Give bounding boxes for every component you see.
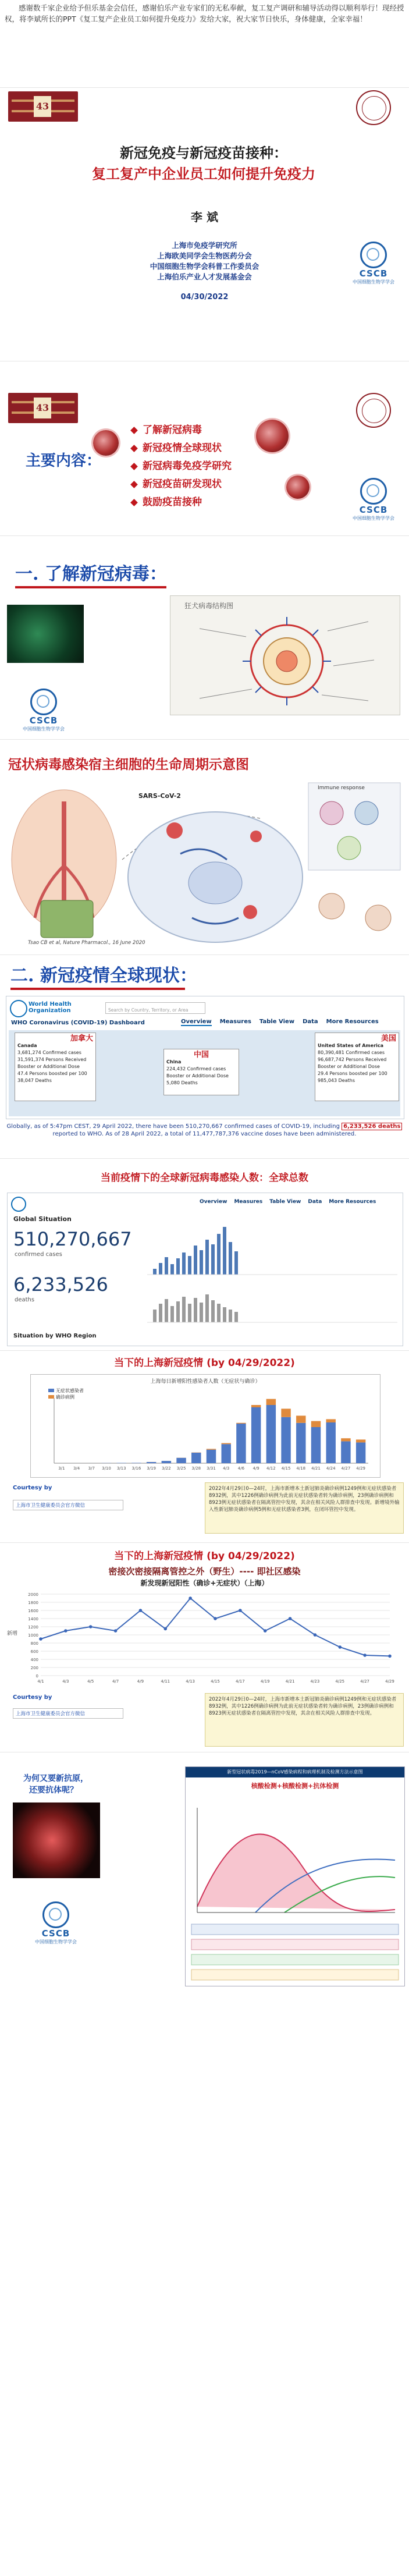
data-point xyxy=(189,1596,192,1600)
data-point xyxy=(89,1625,93,1628)
shanghai-daily-chart xyxy=(30,1374,380,1478)
bar-asymptomatic xyxy=(251,1407,261,1463)
data-point xyxy=(163,1627,167,1631)
nav-table-view[interactable]: Table View xyxy=(269,1199,301,1205)
nav-measures[interactable]: Measures xyxy=(234,1199,263,1205)
stat-line: 96,687,742 Persons Received xyxy=(318,1057,387,1062)
bar-asymptomatic xyxy=(326,1422,335,1463)
community-line-svg xyxy=(6,1588,403,1688)
stat-line: 80,390,481 Confirmed cases xyxy=(318,1050,385,1055)
bar-confirmed xyxy=(326,1419,335,1422)
region-label: Situation by WHO Region xyxy=(13,1333,97,1339)
bar-asymptomatic xyxy=(356,1442,365,1463)
x-tick-label: 4/15 xyxy=(281,1466,291,1471)
slide-global-status xyxy=(0,955,409,1159)
y-tick-label: 1000 xyxy=(28,1633,38,1638)
slide-lifecycle xyxy=(0,739,409,955)
stat-line: 3,681,274 Confirmed cases xyxy=(17,1050,81,1055)
stat-line: 47.4 Persons boosted per 100 xyxy=(17,1071,87,1076)
virus-micrograph xyxy=(13,1803,100,1878)
bar-confirmed xyxy=(341,1438,350,1441)
x-tick-label: 4/23 xyxy=(310,1679,320,1684)
nav-overview[interactable]: Overview xyxy=(181,1019,212,1025)
data-point xyxy=(314,1633,317,1637)
bar-asymptomatic xyxy=(341,1441,350,1463)
bar-asymptomatic xyxy=(191,1453,201,1463)
global-situation-label: Global Situation xyxy=(13,1215,72,1223)
y-tick-label: 1400 xyxy=(28,1617,38,1621)
stat-line: Booster or Additional Dose xyxy=(318,1064,380,1069)
nav-overview[interactable]: Overview xyxy=(200,1199,227,1205)
usa-name: United States of America xyxy=(318,1043,384,1048)
x-tick-label: 4/1 xyxy=(37,1679,44,1684)
bar-asymptomatic xyxy=(207,1450,216,1463)
org-item: 上海伯乐产业人才发展基金会 xyxy=(157,272,252,281)
bar-confirmed xyxy=(356,1439,365,1442)
main-title-line2: 复工复产中企业员工如何提升免疫力 xyxy=(92,165,315,182)
x-tick-label: 4/27 xyxy=(341,1466,351,1471)
stat-line: Booster or Additional Dose xyxy=(166,1073,229,1078)
bar-asymptomatic xyxy=(311,1427,321,1463)
cscb-logo: CSCB 中国细胞生物学学会 xyxy=(6,689,81,732)
data-point xyxy=(338,1645,342,1649)
virus-illustration xyxy=(286,476,310,499)
main-title-line1: 新冠免疫与新冠疫苗接种： xyxy=(120,144,287,161)
bar-confirmed xyxy=(251,1405,261,1407)
virus-micrograph xyxy=(7,605,84,663)
x-tick-label: 4/25 xyxy=(335,1679,345,1684)
question-line2: 还要抗体呢？ xyxy=(29,1786,78,1795)
x-tick-label: 4/6 xyxy=(237,1466,245,1471)
virus-structure-svg xyxy=(170,596,400,715)
x-tick-label: 4/21 xyxy=(311,1466,321,1471)
data-point xyxy=(363,1654,367,1657)
bar-asymptomatic xyxy=(236,1424,246,1463)
lifecycle-title: 冠状病毒感染宿主细胞的生命周期示意图 xyxy=(8,757,249,772)
canada-name: Canada xyxy=(17,1043,37,1048)
summary-text: Globally, as of 5:47pm CEST, 29 April 2022, there have been 510,270,667 confirmed cases of COVID-19, including xyxy=(6,1123,340,1130)
x-tick-label: 4/21 xyxy=(285,1679,295,1684)
slide-shanghai-daily xyxy=(0,1350,409,1543)
stat-line: Booster or Additional Dose xyxy=(17,1064,80,1069)
dashboard-search[interactable] xyxy=(105,1002,205,1014)
slide-title xyxy=(0,87,409,361)
bar-asymptomatic xyxy=(162,1461,171,1463)
y-tick-label: 800 xyxy=(30,1641,38,1646)
notice-box: 2022年4月29日0—24时，上海市新增本土新冠肺炎确诊病例1249例和无症状感染者8932例，其中1226例确诊病例为此前无症状感染者转为确诊病例，23例确诊病例和8923例无症状感染者在隔离管控中发现，其余在相关风险人群排查中发现。新增境外输入性新冠肺炎确诊病例5例和无症状感染者3例，在闭环管控中发现。 xyxy=(205,1482,404,1534)
x-tick-label: 3/28 xyxy=(191,1466,201,1471)
canada-cn-label: 加拿大 xyxy=(70,1034,93,1043)
cscb-logo: CSCB 中国细胞生物学学会 xyxy=(9,1901,102,1945)
x-tick-label: 3/25 xyxy=(176,1466,186,1471)
stat-line: 29.4 Persons boosted per 100 xyxy=(318,1071,387,1076)
data-point xyxy=(139,1609,143,1612)
nav-resources[interactable]: More Resources xyxy=(329,1199,376,1205)
contents-label: 主要内容： xyxy=(26,452,102,470)
stat-line: 985,043 Deaths xyxy=(318,1078,355,1083)
bar-asymptomatic xyxy=(296,1423,305,1463)
x-tick-label: 4/12 xyxy=(266,1466,276,1471)
virus-label: SARS-CoV-2 xyxy=(138,792,181,800)
nav-resources[interactable]: More Resources xyxy=(326,1019,379,1025)
presentation-date: 04/30/2022 xyxy=(180,293,229,301)
bar-asymptomatic xyxy=(266,1405,276,1463)
x-tick-label: 4/3 xyxy=(223,1466,230,1471)
infection-curve-svg xyxy=(186,1790,404,1982)
chart-title: 上海每日新增阳性感染者人数（无症状与确诊） xyxy=(150,1379,261,1385)
nav-measures[interactable]: Measures xyxy=(219,1019,251,1025)
slide-antigen-antibody xyxy=(0,1752,409,1991)
courtesy-label: Courtesy by xyxy=(13,1694,52,1701)
bar-confirmed xyxy=(296,1415,305,1422)
nav-data[interactable]: Data xyxy=(303,1019,318,1025)
bar-confirmed xyxy=(266,1399,276,1405)
diagram-header: 新型冠状病毒2019—nCoV感染病程和病理机制及检测方法示意图 xyxy=(186,1767,404,1777)
org-item: 上海欧美同学会生物医药分会 xyxy=(157,251,252,260)
legend-confirmed: 确诊病例 xyxy=(56,1395,74,1400)
institute-seal xyxy=(356,393,391,428)
chart-legend xyxy=(48,1388,84,1400)
y-tick-label: 600 xyxy=(30,1649,38,1654)
logo-number: 43 xyxy=(34,96,51,117)
x-tick-label: 4/15 xyxy=(211,1679,220,1684)
global-summary xyxy=(6,1123,403,1138)
diagram-subheader: 核酸检测+核酸检测+抗体检测 xyxy=(251,1782,339,1790)
stat-line: 224,432 Confirmed cases xyxy=(166,1066,226,1071)
x-tick-label: 4/18 xyxy=(296,1466,306,1471)
china-popup xyxy=(163,1049,239,1095)
contents-item: 了解新冠病毒 xyxy=(131,421,202,436)
nav-table-view[interactable]: Table View xyxy=(259,1019,295,1025)
speaker-name: 李 斌 xyxy=(191,210,218,224)
dashboard-title: WHO Coronavirus (COVID-19) Dashboard xyxy=(11,1020,145,1026)
x-tick-label: 3/4 xyxy=(73,1466,80,1471)
section-title: 一. 了解新冠病毒： xyxy=(15,559,167,585)
bar-confirmed xyxy=(221,1443,230,1445)
contents-item: 新冠疫苗研发现状 xyxy=(131,476,222,490)
who-logo xyxy=(11,1197,26,1212)
data-point xyxy=(114,1629,118,1633)
dashboard-nav xyxy=(200,1199,376,1205)
stat-line: 38,047 Deaths xyxy=(17,1078,52,1083)
bar-confirmed xyxy=(311,1421,321,1427)
stat-line: 5,080 Deaths xyxy=(166,1080,198,1085)
slide-shanghai-community xyxy=(0,1542,409,1752)
shanghai-title: 当下的上海新冠疫情 (by 04/29/2022) xyxy=(114,1550,295,1562)
stat-line: 31,591,374 Persons Received xyxy=(17,1057,87,1062)
usa-cn-label: 美国 xyxy=(380,1034,396,1043)
bar-confirmed xyxy=(236,1423,246,1424)
bar-asymptomatic xyxy=(147,1462,156,1463)
virus-illustration xyxy=(256,420,289,452)
university-logo xyxy=(8,91,78,122)
slide-global-total xyxy=(0,1158,409,1351)
slide-contents xyxy=(0,361,409,536)
x-tick-label: 3/13 xyxy=(116,1466,126,1471)
org-item: 上海市免疫学研究所 xyxy=(172,241,237,250)
inset-label: Immune response xyxy=(318,785,365,791)
y-tick-label: 400 xyxy=(30,1658,38,1662)
lifecycle-diagram xyxy=(6,778,403,950)
confirmed-cases-value: 510,270,667 xyxy=(13,1228,132,1250)
data-point xyxy=(239,1609,242,1612)
x-tick-label: 4/13 xyxy=(186,1679,195,1684)
x-tick-label: 4/29 xyxy=(356,1466,366,1471)
virus-illustration xyxy=(93,430,119,456)
intro-text: 感谢数千家企业给予但乐基金会信任，感谢伯乐产业专家们的无私奉献，复工复产调研和辅导活动得以顺利举行！现经授权，将李斌所长的PPT《复工复产企业员工如何提升免疫力》发给大家，祝大家节日快乐，身体健康，全家幸福！ xyxy=(5,3,404,23)
legend-asymptomatic: 无症状感染者 xyxy=(56,1388,84,1393)
canada-popup xyxy=(15,1032,96,1101)
x-tick-label: 3/31 xyxy=(207,1466,216,1471)
x-tick-label: 4/24 xyxy=(326,1466,336,1471)
x-tick-label: 3/19 xyxy=(147,1466,157,1471)
contents-item: 新冠病毒免疫学研究 xyxy=(131,457,232,472)
usa-popup xyxy=(315,1032,399,1101)
x-tick-label: 3/10 xyxy=(102,1466,111,1471)
notice-box: 2022年4月29日0—24时，上海市新增本土新冠肺炎确诊病例1249例和无症状感染者8932例，其中1226例确诊病例为此前无症状感染者转为确诊病例，23例确诊病例和8923例无症状感染者在隔离管控中发现，其余在相关风险人群排查中发现。 xyxy=(205,1693,404,1747)
section-title: 二. 新冠疫情全球现状： xyxy=(10,961,197,987)
question-line1: 为何又要新抗原， xyxy=(23,1774,88,1783)
slide-understand-virus xyxy=(0,535,409,740)
contents-item: 新冠疫情全球现状 xyxy=(131,439,222,454)
y-tick-label: 1200 xyxy=(28,1625,38,1630)
search-input: Search by Country, Territory, or Area xyxy=(108,1007,189,1013)
x-tick-label: 3/22 xyxy=(161,1466,171,1471)
deaths-label: deaths xyxy=(15,1297,35,1303)
data-point xyxy=(214,1617,217,1620)
who-global-panel xyxy=(7,1193,403,1346)
courtesy-source: 上海市卫生健康委员会官方微信 xyxy=(13,1708,123,1719)
x-tick-label: 4/7 xyxy=(112,1679,119,1684)
nav-data[interactable]: Data xyxy=(308,1199,322,1205)
x-tick-label: 4/3 xyxy=(62,1679,69,1684)
who-name: World Health Organization xyxy=(29,1001,72,1014)
cscb-logo: CSCB 中国细胞生物学学会 xyxy=(344,242,403,285)
infection-course-diagram xyxy=(185,1766,405,1986)
cscb-logo: CSCB 中国细胞生物学学会 xyxy=(344,478,403,521)
virus-structure-drawing xyxy=(170,595,400,715)
summary-text: reported to WHO. As of 28 April 2022, a total of 11,477,787,376 vaccine doses have been administered. xyxy=(52,1131,357,1137)
confirmed-cases-label: confirmed cases xyxy=(15,1251,62,1258)
x-tick-label: 4/19 xyxy=(260,1679,270,1684)
bar-asymptomatic xyxy=(281,1417,290,1463)
lifecycle-caption: Tsao CB et al, Nature Pharmacol., 16 June 2020 xyxy=(28,940,145,946)
community-line-chart xyxy=(6,1588,403,1688)
x-tick-label: 4/17 xyxy=(235,1679,245,1684)
x-tick-label: 4/29 xyxy=(385,1679,394,1684)
y-tick-label: 2000 xyxy=(28,1592,38,1597)
y-label: 新增 xyxy=(7,1631,18,1637)
global-total-title: 当前疫情下的全球新冠病毒感染人数：全球总数 xyxy=(101,1172,308,1184)
courtesy-source: 上海市卫生健康委员会官方微信 xyxy=(13,1500,123,1510)
y-tick-label: 1600 xyxy=(28,1609,38,1613)
x-tick-label: 4/11 xyxy=(161,1679,170,1684)
x-tick-label: 3/7 xyxy=(88,1466,95,1471)
community-subtitle-1: 密接次密接隔离管控之外（野生）---- 即社区感染 xyxy=(108,1566,301,1577)
bar-asymptomatic xyxy=(221,1444,230,1463)
org-item: 中国细胞生物学会科普工作委员会 xyxy=(150,262,259,271)
x-tick-label: 4/27 xyxy=(360,1679,370,1684)
x-tick-label: 4/5 xyxy=(87,1679,94,1684)
dashboard-nav xyxy=(181,1019,379,1026)
y-tick-label: 1800 xyxy=(28,1601,38,1605)
data-point xyxy=(64,1629,67,1633)
y-tick-label: 0 xyxy=(35,1674,38,1679)
x-tick-label: 3/16 xyxy=(131,1466,141,1471)
who-dashboard xyxy=(6,996,404,1119)
bar-asymptomatic xyxy=(176,1458,186,1463)
china-cn-label: 中国 xyxy=(193,1051,209,1059)
institute-seal xyxy=(356,90,391,125)
global-trend-chart xyxy=(147,1222,397,1327)
stat-line: China xyxy=(166,1059,182,1065)
data-point xyxy=(264,1629,267,1633)
drawing-title: 狂犬病毒结构图 xyxy=(184,602,234,610)
university-logo xyxy=(8,393,78,423)
y-tick-label: 200 xyxy=(30,1666,38,1670)
series-line xyxy=(41,1598,390,1656)
who-logo xyxy=(10,1000,27,1017)
x-tick-label: 4/9 xyxy=(137,1679,144,1684)
x-tick-label: 4/9 xyxy=(252,1466,259,1471)
data-point xyxy=(388,1655,392,1658)
logo-number: 43 xyxy=(34,398,51,418)
community-subtitle-2: 新发现新冠阳性（确诊+无症状）（上海） xyxy=(140,1579,269,1587)
data-point xyxy=(289,1617,292,1620)
bar-confirmed xyxy=(281,1408,290,1417)
deaths-value: 6,233,526 xyxy=(13,1273,108,1296)
data-point xyxy=(39,1637,42,1641)
courtesy-label: Courtesy by xyxy=(13,1485,52,1491)
shanghai-title: 当下的上海新冠疫情 (by 04/29/2022) xyxy=(114,1357,295,1369)
summary-deaths: 6,233,526 deaths xyxy=(342,1123,402,1130)
contents-item: 鼓励疫苗接种 xyxy=(131,494,202,508)
x-tick-label: 3/1 xyxy=(58,1466,65,1471)
